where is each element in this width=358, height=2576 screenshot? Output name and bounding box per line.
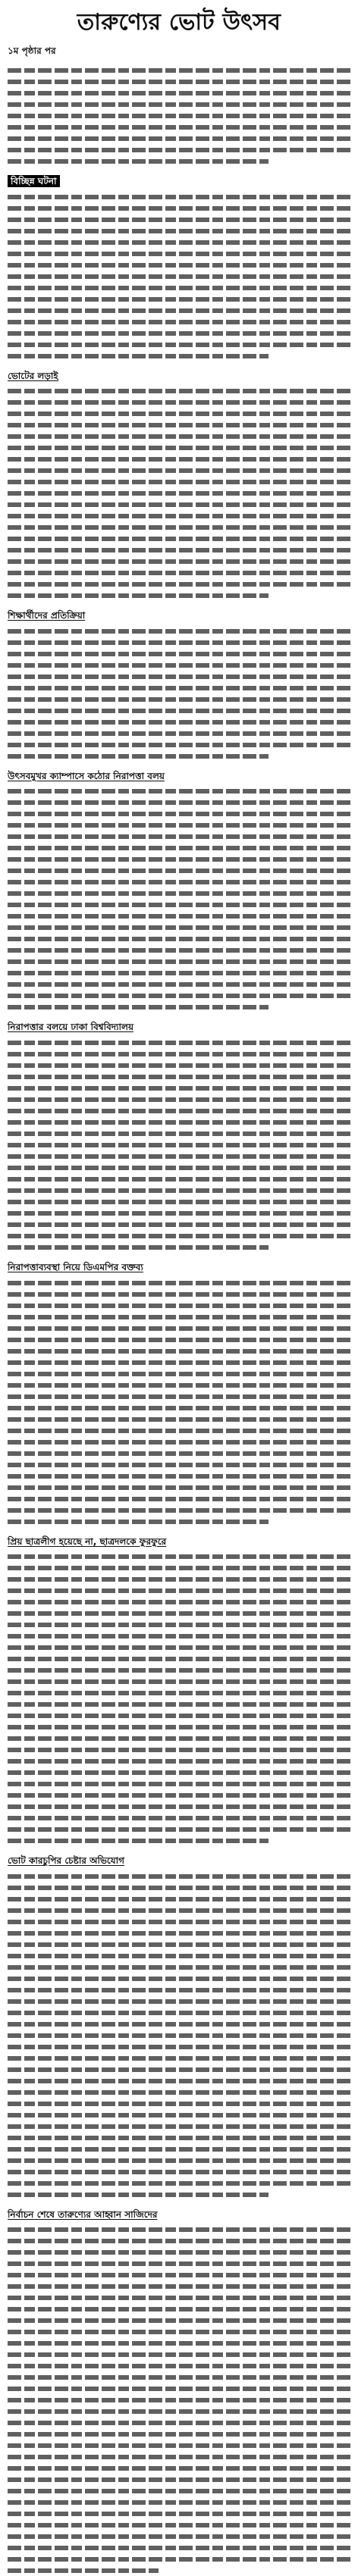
text-block — [8, 1037, 350, 1253]
text-block — [8, 1277, 350, 1527]
section — [8, 610, 350, 622]
section-heading: নিরাপত্তার বলয়ে ঢাকা বিশ্ববিদ্যালয় — [8, 1022, 134, 1033]
page-title: তারুণ্যের ভোট উৎসব — [77, 9, 281, 36]
section-heading: ভোট কারচুপির চেষ্টার অভিযোগ — [8, 1855, 124, 1867]
text-block — [8, 64, 350, 167]
section-heading: উৎসবমুখর ক্যাম্পাসে কঠোর নিরাপত্তা বলয় — [8, 770, 165, 781]
section-heading: নিরাপত্তাব্যবস্থা নিয়ে ডিএমপির বক্তব্য — [8, 1261, 143, 1272]
text-block — [8, 1870, 350, 2200]
section-heading: নির্বাচন শেষে তারুণ্যের আহ্বান সাজিদের — [8, 2208, 158, 2220]
text-block — [8, 1551, 350, 1846]
text-block — [8, 785, 350, 1013]
section — [8, 1536, 350, 1548]
text-block — [8, 191, 350, 362]
section — [8, 176, 350, 188]
text-block — [8, 2224, 350, 2576]
section — [8, 1262, 350, 1274]
text-block — [8, 385, 350, 601]
continued-label: ১ম পৃষ্ঠার পর — [8, 45, 56, 56]
article-body — [8, 64, 350, 2576]
section-heading: ভোটের লড়াই — [8, 370, 58, 381]
text-block — [8, 625, 350, 762]
section — [8, 771, 350, 783]
section — [8, 2209, 350, 2221]
section-heading: বিচ্ছিন্ন ঘটনা — [8, 175, 60, 187]
section — [8, 371, 350, 383]
section — [8, 1855, 350, 1867]
section — [8, 1022, 350, 1034]
section-heading: শিক্ষার্থীদের প্রতিক্রিয়া — [8, 610, 86, 621]
section-heading: প্রিয় ছাত্রলীগ হয়েছে না, ছাত্রদলকে ফুরফুরে — [8, 1535, 167, 1547]
